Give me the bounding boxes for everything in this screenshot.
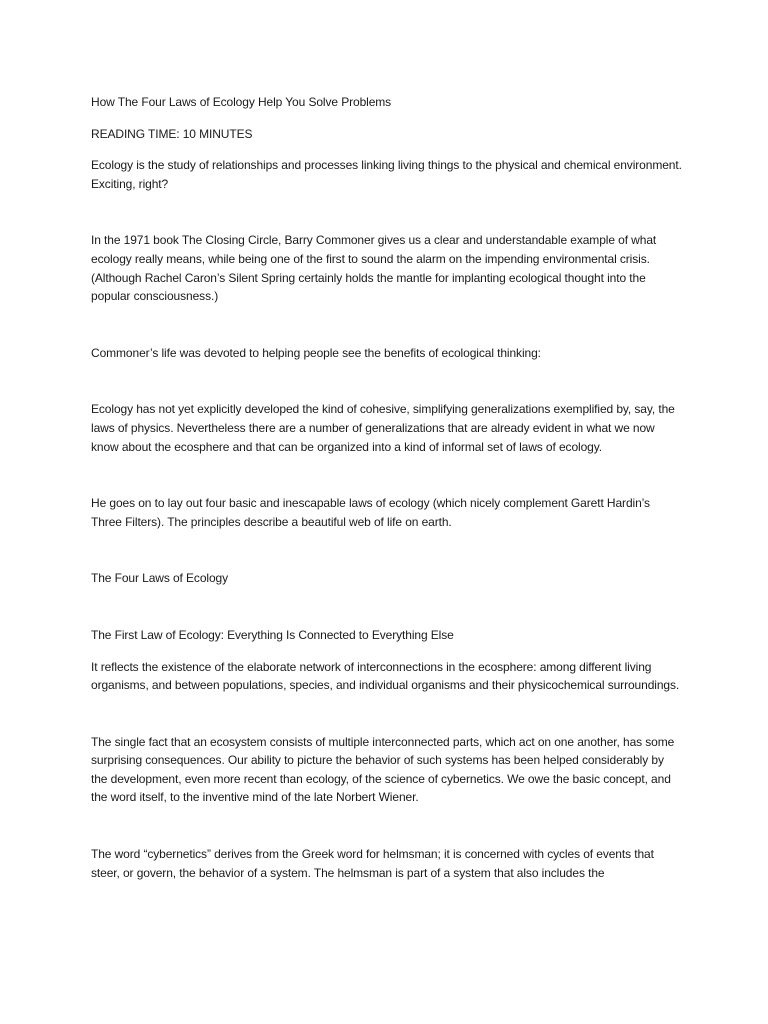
paragraph-intro: Ecology is the study of relationships and processes linking living things to the physical and chemical environment. Exciting, right? (91, 158, 682, 191)
paragraph-commoner-life: Commoner’s life was devoted to helping people see the benefits of ecological thinking: (91, 345, 541, 360)
reading-time-label: READING TIME: 10 MINUTES (91, 126, 253, 141)
paragraph-closing-circle: In the 1971 book The Closing Circle, Barry Commoner gives us a clear and understandable example of what ecology really means, while being one of the first to sound the alarm on the impending environmental crisis. (Although Rachel Caron’s Silent Spring certainly holds the mantle for implanting ecological thought into the popular consciousness.) (91, 233, 657, 304)
document-body (91, 93, 683, 882)
paragraph-cybernetics-definition: The word “cybernetics” derives from the Greek word for helmsman; it is concerned with cycles of events that steer, or govern, the behavior of a system. The helmsman is part of a system that also includes the (91, 847, 654, 880)
paragraph-quote-ecology: Ecology has not yet explicitly developed the kind of cohesive, simplifying generalizations exemplified by, say, the laws of physics. Nevertheless there are a number of generalizations that are already evident in what we now know about the ecosphere and that can be organized into a kind of informal set of laws of ecology. (91, 402, 675, 454)
paragraph-cybernetics-intro: The single fact that an ecosystem consists of multiple interconnected parts, which act on one another, has some surprising consequences. Our ability to picture the behavior of such systems has been helped considerably by the development, even more recent than ecology, of the science of cybernetics. We owe the basic concept, and the word itself, to the inventive mind of the late Norbert Wiener. (91, 734, 675, 805)
section-heading-first-law: The First Law of Ecology: Everything Is Connected to Everything Else (91, 627, 454, 642)
document-title: How The Four Laws of Ecology Help You Solve Problems (91, 95, 392, 109)
paragraph-four-laws-intro: He goes on to lay out four basic and inescapable laws of ecology (which nicely complement Garett Hardin’s Three Filters). The principles describe a beautiful web of life on earth. (91, 496, 650, 529)
section-heading-four-laws: The Four Laws of Ecology (91, 571, 229, 586)
paragraph-first-law-description: It reflects the existence of the elaborate network of interconnections in the ecosphere: among different living organisms, and between populations, species, and individual organisms and their physicochemical surroundings. (91, 659, 680, 693)
